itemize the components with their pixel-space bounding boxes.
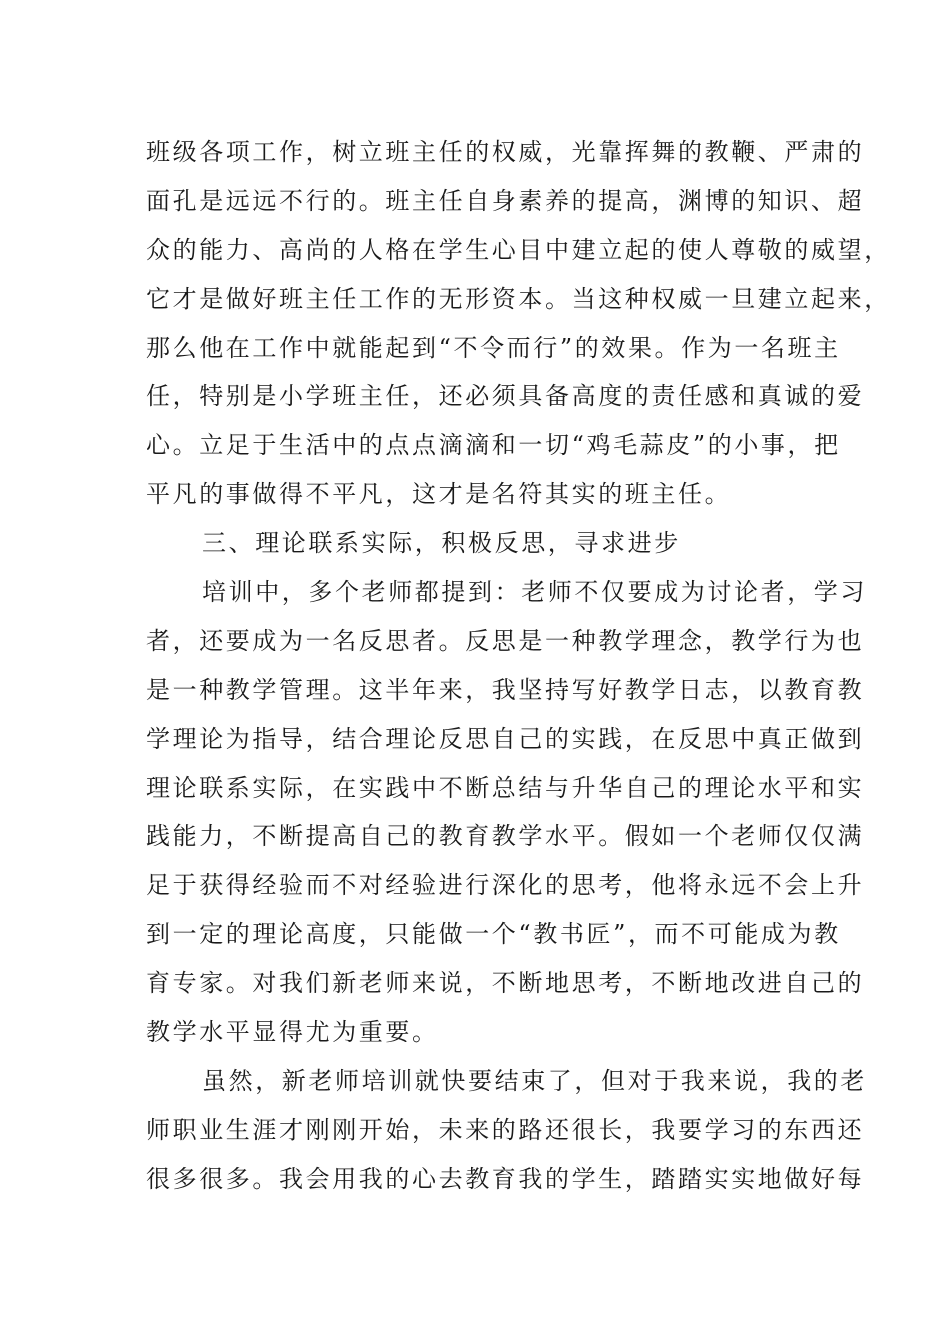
- text-line: 者，还要成为一名反思者。反思是一种教学理念，教学行为也: [146, 626, 865, 655]
- text-line: 教学水平显得尤为重要。: [146, 1018, 439, 1047]
- text-line: 理论联系实际，在实践中不断总结与升华自己的理论水平和实: [146, 773, 865, 802]
- text-line: 师职业生涯才刚刚开始，未来的路还很长，我要学习的东西还: [146, 1115, 865, 1144]
- text-line: 平凡的事做得不平凡，这才是名符其实的班主任。: [146, 480, 732, 509]
- text-line: 班级各项工作，树立班主任的权威，光靠挥舞的教鞭、严肃的: [146, 138, 865, 166]
- text-line: 面孔是远远不行的。班主任自身素养的提高，渊博的知识、超: [146, 186, 865, 215]
- paragraph-first-line: 虽然，新老师培训就快要结束了，但对于我来说，我的老: [202, 1066, 867, 1095]
- text-line: 育专家。对我们新老师来说，不断地思考，不断地改进自己的: [146, 969, 865, 998]
- text-line: 众的能力、高尚的人格在学生心目中建立起的使人尊敬的威望，: [146, 235, 891, 264]
- paragraph-first-line: 培训中，多个老师都提到：老师不仅要成为讨论者，学习: [202, 578, 867, 607]
- text-line: 它才是做好班主任工作的无形资本。当这种权威一旦建立起来，: [146, 284, 891, 313]
- section-heading: 三、理论联系实际，积极反思，寻求进步: [202, 529, 681, 558]
- text-line: 学理论为指导，结合理论反思自己的实践，在反思中真正做到: [146, 724, 865, 753]
- text-line: 足于获得经验而不对经验进行深化的思考，他将永远不会上升: [146, 871, 865, 900]
- text-line: 任，特别是小学班主任，还必须具备高度的责任感和真诚的爱: [146, 382, 865, 411]
- text-line: 那么他在工作中就能起到“不令而行”的效果。作为一名班主: [146, 333, 841, 362]
- text-line: 到一定的理论高度，只能做一个“教书匠”，而不可能成为教: [146, 920, 841, 949]
- text-line: 很多很多。我会用我的心去教育我的学生，踏踏实实地做好每: [146, 1164, 865, 1193]
- text-line: 是一种教学管理。这半年来，我坚持写好教学日志，以教育教: [146, 675, 865, 704]
- document-body: [146, 128, 891, 1204]
- text-line: 心。立足于生活中的点点滴滴和一切“鸡毛蒜皮”的小事，把: [146, 431, 841, 460]
- text-line: 践能力，不断提高自己的教育教学水平。假如一个老师仅仅满: [146, 822, 865, 851]
